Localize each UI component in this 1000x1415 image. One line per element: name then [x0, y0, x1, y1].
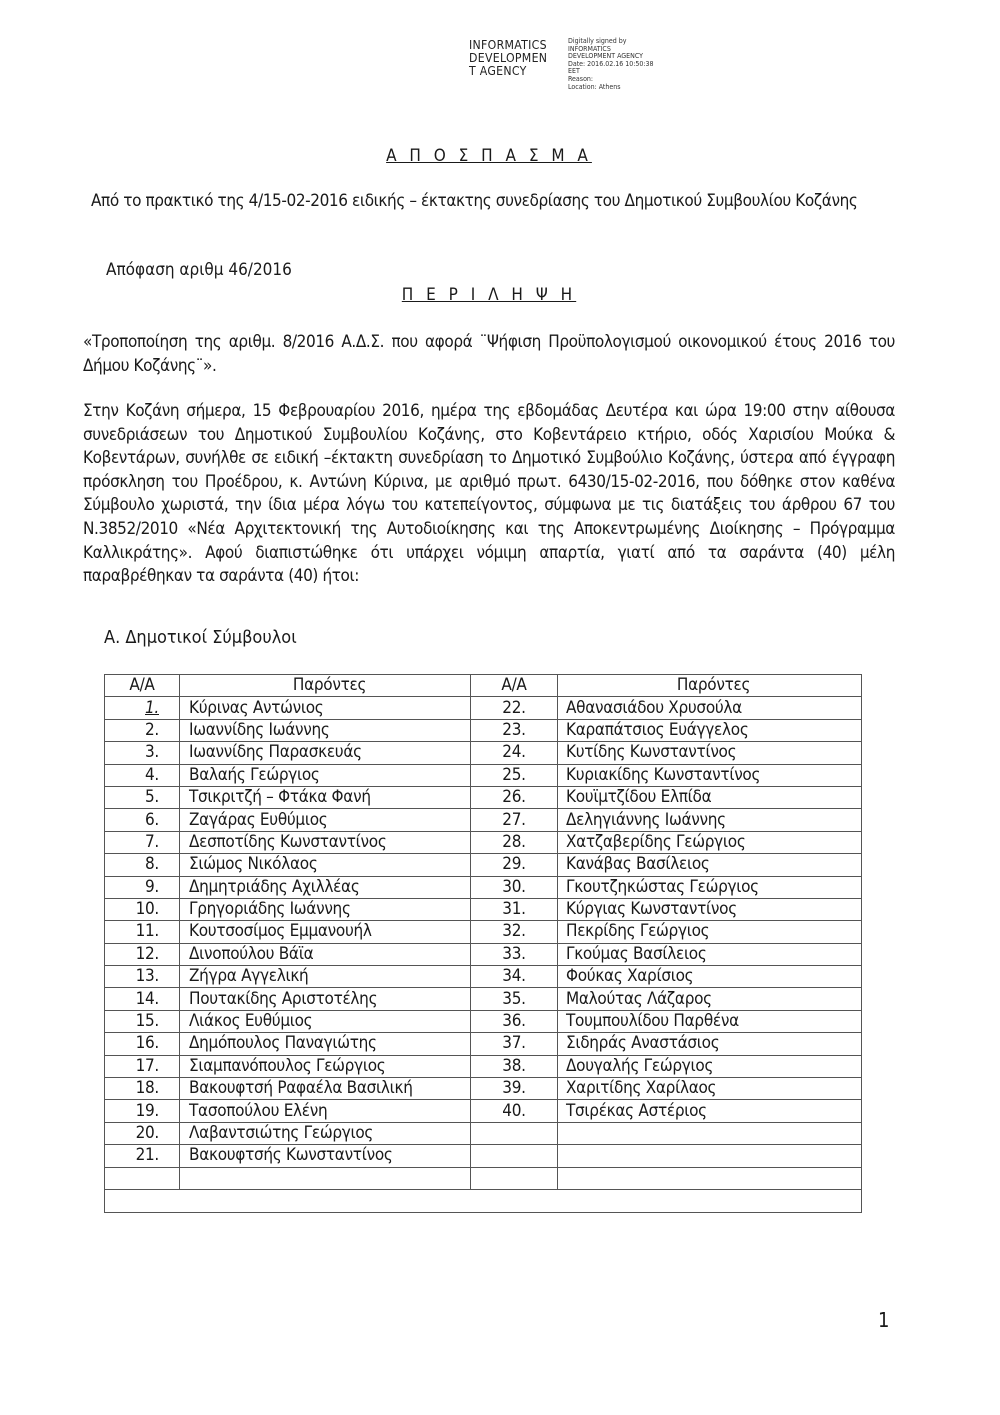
member-name: Κουϊμτζίδου Ελπίδα — [558, 786, 862, 808]
signature-detail-line: Location: Athens — [568, 82, 621, 91]
signature-detail-line: Digitally signed by — [568, 37, 627, 45]
member-name: Ζήγρα Αγγελική — [180, 966, 471, 988]
table-row — [105, 831, 862, 853]
member-name: Κανάβας Βασίλειος — [558, 854, 862, 876]
member-number: 18. — [105, 1078, 180, 1100]
body-paragraph: Στην Κοζάνη σήμερα, 15 Φεβρουαρίου 2016, ημέρα της εβδομάδας Δευτέρα και ώρα 19:00 στην αίθουσα συνεδριάσεων του Δημοτικού Συμβουλίου Κοζάνης, στο Κοβεντάρειο κτήριο, οδός Χαρισίου Μούκα & Κοβεντάρων, συνήλθε σε ειδική –έκτακτη συνεδρίαση το Δημοτικό Συμβούλιο Κοζάνης, ύστερα από έγγραφη πρόσκληση του Προέδρου, κ. Αντώνη Κύρινα, με αριθμό πρωτ. 6430/15-02-2016, που δόθηκε στον καθένα Σύμβουλο χωριστά, την ίδια μέρα λόγω του κατεπείγοντος, σύμφωνα με τις διατάξεις του άρθρου 67 του Ν.3852/2010 «Νέα Αρχιτεκτονική της Αυτοδιοίκησης και της Αποκεντρωμένης Διοίκησης – Πρόγραμμα Καλλικράτης». Αφού διαπιστώθηκε ότι υπάρχει νόμιμη απαρτία, γιατί από τα σαράντα (40) μέλη παραβρέθηκαν τα σαράντα (40) ήτοι: — [83, 401, 895, 587]
member-name: Λιάκος Ευθύμιος — [180, 1010, 471, 1032]
member-number: 12. — [105, 943, 180, 965]
member-name: Βαλαής Γεώργιος — [180, 764, 471, 786]
table-row — [105, 1122, 862, 1144]
header-present-left: Παρόντες — [180, 675, 471, 697]
table-row — [105, 898, 862, 920]
table-row — [105, 1055, 862, 1077]
member-name: Τσικριτζή – Φτάκα Φανή — [180, 786, 471, 808]
table-row — [105, 809, 862, 831]
table-row — [105, 1100, 862, 1122]
member-number: 27. — [471, 809, 558, 831]
table-row — [105, 719, 862, 741]
member-number: 38. — [471, 1055, 558, 1077]
member-number: 33. — [471, 943, 558, 965]
member-number: 1. — [105, 697, 180, 719]
member-name: Τασοπούλου Ελένη — [180, 1100, 471, 1122]
empty-cell — [105, 1189, 862, 1212]
members-table — [104, 674, 862, 1213]
member-name: Δινοπούλου Βάϊα — [180, 943, 471, 965]
member-name: Κύρινας Αντώνιος — [180, 697, 471, 719]
member-number: 32. — [471, 921, 558, 943]
table-header-row — [105, 675, 862, 697]
member-name: Μαλούτας Λάζαρος — [558, 988, 862, 1010]
member-name: Σιδηράς Αναστάσιος — [558, 1033, 862, 1055]
table-row — [105, 988, 862, 1010]
signer-line: T AGENCY — [469, 64, 527, 78]
header-aa-left: Α/Α — [105, 675, 180, 697]
member-number: 28. — [471, 831, 558, 853]
section-heading: Α. Δημοτικοί Σύμβουλοι — [104, 627, 297, 648]
member-name: Αθανασιάδου Χρυσούλα — [558, 697, 862, 719]
table-row — [105, 1078, 862, 1100]
member-name: Δουγαλής Γεώργιος — [558, 1055, 862, 1077]
header-present-right: Παρόντες — [558, 675, 862, 697]
member-number: 2. — [105, 719, 180, 741]
member-number: 4. — [105, 764, 180, 786]
member-number: 11. — [105, 921, 180, 943]
table-row — [105, 764, 862, 786]
member-name: Δεληγιάννης Ιωάννης — [558, 809, 862, 831]
member-number — [105, 1167, 180, 1189]
member-name: Σιώμος Νικόλαος — [180, 854, 471, 876]
member-number: 30. — [471, 876, 558, 898]
member-name — [558, 1122, 862, 1144]
member-name — [558, 1167, 862, 1189]
member-number: 5. — [105, 786, 180, 808]
member-name: Ιωαννίδης Παρασκευάς — [180, 742, 471, 764]
signature-detail-line: Date: 2016.02.16 10:50:38 — [568, 59, 654, 68]
member-number — [471, 1145, 558, 1167]
member-name — [180, 1167, 471, 1189]
member-number: 13. — [105, 966, 180, 988]
member-name: Δημόπουλος Παναγιώτης — [180, 1033, 471, 1055]
member-number: 31. — [471, 898, 558, 920]
signature-detail-line: Reason: — [568, 74, 594, 83]
table-row — [105, 697, 862, 719]
member-name: Λαβαντσιώτης Γεώργιος — [180, 1122, 471, 1144]
member-number: 15. — [105, 1010, 180, 1032]
member-name: Δεσποτίδης Κωνσταντίνος — [180, 831, 471, 853]
member-name: Πουτακίδης Αριστοτέλης — [180, 988, 471, 1010]
intro-paragraph: Από το πρακτικό της 4/15-02-2016 ειδικής – έκτακτης συνεδρίασης του Δημοτικού Συμβουλίου Κοζάνης — [91, 191, 858, 211]
table-row — [105, 742, 862, 764]
member-name: Γκούμας Βασίλειος — [558, 943, 862, 965]
member-name: Γρηγοριάδης Ιωάννης — [180, 898, 471, 920]
member-number: 6. — [105, 809, 180, 831]
member-number: 8. — [105, 854, 180, 876]
member-number: 34. — [471, 966, 558, 988]
member-number: 29. — [471, 854, 558, 876]
table-row — [105, 854, 862, 876]
table-row — [105, 1167, 862, 1189]
member-number: 39. — [471, 1078, 558, 1100]
table-row — [105, 921, 862, 943]
signature-detail-line: EET — [568, 67, 580, 76]
member-name: Πεκρίδης Γεώργιος — [558, 921, 862, 943]
subject-paragraph: «Τροποποίηση της αριθμ. 8/2016 Α.Δ.Σ. που αφορά ¨Ψήφιση Προϋπολογισμού οικονομικού έτους 2016 του Δήμου Κοζάνης¨». — [83, 332, 895, 376]
signature-detail-line: INFORMATICS — [568, 44, 611, 53]
member-name: Κουτσοσίμος Εμμανουήλ — [180, 921, 471, 943]
member-number: 36. — [471, 1010, 558, 1032]
member-number: 19. — [105, 1100, 180, 1122]
member-number: 7. — [105, 831, 180, 853]
member-name: Ζαγάρας Ευθύμιος — [180, 809, 471, 831]
member-name: Καραπάτσιος Ευάγγελος — [558, 719, 862, 741]
member-name: Κυτίδης Κωνσταντίνος — [558, 742, 862, 764]
summary-heading: Π Ε Ρ Ι Λ Η Ψ Η — [401, 285, 577, 305]
member-number: 17. — [105, 1055, 180, 1077]
signature-detail-line: DEVELOPMENT AGENCY — [568, 52, 643, 61]
table-row — [105, 943, 862, 965]
member-name: Κυριακίδης Κωνσταντίνος — [558, 764, 862, 786]
member-number — [471, 1167, 558, 1189]
member-number: 23. — [471, 719, 558, 741]
page-number: 1 — [878, 1308, 890, 1332]
member-number: 10. — [105, 898, 180, 920]
member-number: 14. — [105, 988, 180, 1010]
table-row — [105, 876, 862, 898]
member-name: Γκουτζηκώστας Γεώργιος — [558, 876, 862, 898]
header-aa-right: Α/Α — [471, 675, 558, 697]
member-number: 16. — [105, 1033, 180, 1055]
member-name — [558, 1145, 862, 1167]
table-row — [105, 1033, 862, 1055]
signer-line: INFORMATICS — [469, 38, 547, 52]
signature-details — [568, 38, 678, 91]
member-number: 35. — [471, 988, 558, 1010]
member-number: 21. — [105, 1145, 180, 1167]
member-number: 37. — [471, 1033, 558, 1055]
member-number: 3. — [105, 742, 180, 764]
table-row — [105, 1010, 862, 1032]
table-row-empty — [105, 1189, 862, 1212]
member-number: 26. — [471, 786, 558, 808]
signature-signer — [469, 39, 565, 78]
member-name: Τσιρέκας Αστέριος — [558, 1100, 862, 1122]
member-number: 40. — [471, 1100, 558, 1122]
member-number: 22. — [471, 697, 558, 719]
member-number — [471, 1122, 558, 1144]
table-row — [105, 966, 862, 988]
member-name: Χαριτίδης Χαρίλαος — [558, 1078, 862, 1100]
member-name: Βακουφτσής Κωνσταντίνος — [180, 1145, 471, 1167]
table-row — [105, 786, 862, 808]
member-name: Χατζαβερίδης Γεώργιος — [558, 831, 862, 853]
decision-number: Απόφαση αριθμ 46/2016 — [106, 260, 292, 280]
member-number: 24. — [471, 742, 558, 764]
member-name: Σιαμπανόπουλος Γεώργιος — [180, 1055, 471, 1077]
signer-line: DEVELOPMEN — [469, 51, 548, 65]
member-number: 20. — [105, 1122, 180, 1144]
member-name: Τουμπουλίδου Παρθένα — [558, 1010, 862, 1032]
table-row — [105, 1145, 862, 1167]
document-title: Α Π Ο Σ Π Α Σ Μ Α — [386, 146, 592, 166]
member-number: 25. — [471, 764, 558, 786]
member-name: Δημητριάδης Αχιλλέας — [180, 876, 471, 898]
member-name: Κύργιας Κωνσταντίνος — [558, 898, 862, 920]
member-name: Βακουφτσή Ραφαέλα Βασιλική — [180, 1078, 471, 1100]
member-name: Φούκας Χαρίσιος — [558, 966, 862, 988]
member-name: Ιωαννίδης Ιωάννης — [180, 719, 471, 741]
member-number: 9. — [105, 876, 180, 898]
